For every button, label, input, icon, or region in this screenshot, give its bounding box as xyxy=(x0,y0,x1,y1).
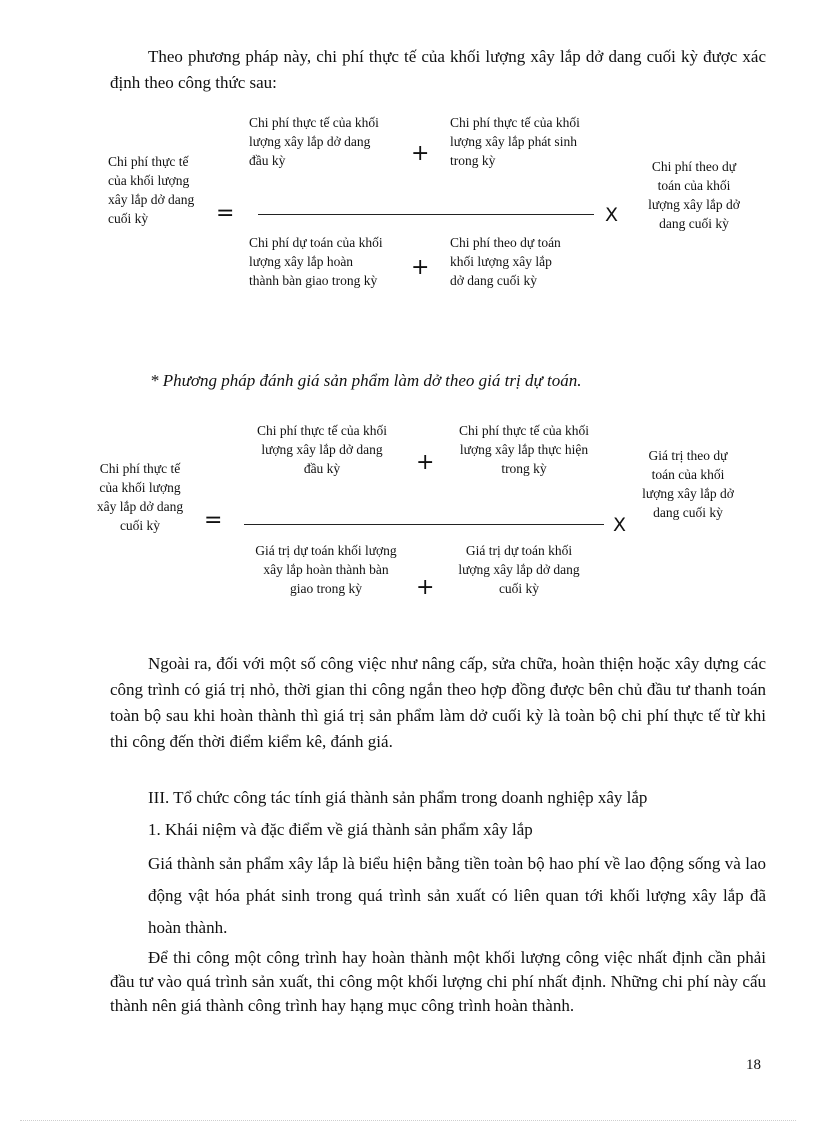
formula-2-times: X xyxy=(613,514,627,536)
formula-1-denominator-a: Chi phí dự toán của khối lượng xây lắp hoàn thành bàn giao trong kỳ xyxy=(249,235,383,288)
formula-2-denominator-a: Giá trị dự toán khối lượng xây lắp hoàn thành bàn giao trong kỳ xyxy=(255,543,397,596)
intro-paragraph: Theo phương pháp này, chi phí thực tế của khối lượng xây lắp dở dang cuối kỳ được xác định theo công thức sau: xyxy=(110,47,766,92)
formula-1-numerator-b: Chi phí thực tế của khối lượng xây lắp phát sinh trong kỳ xyxy=(450,115,580,168)
formula-2-denominator-b: Giá trị dự toán khối lượng xây lắp dở dang cuối kỳ xyxy=(458,543,580,596)
formula-2-numerator-b: Chi phí thực tế của khối lượng xây lắp thực hiện trong kỳ xyxy=(459,423,589,476)
formula-2-fraction-bar xyxy=(244,524,604,525)
method-heading: * Phương pháp đánh giá sản phẩm làm dở theo giá trị dự toán. xyxy=(150,371,582,390)
last-paragraph: Để thi công một công trình hay hoàn thành một khối lượng công việc nhất định cần phải đầu tư vào quá trình sản xuất, thi công một khối lượng chi phí nhất định. Những chi phí này cấu thành nên giá thành công trình hay hạng mục công trình hoàn thành. xyxy=(110,948,766,1015)
section-heading: III. Tổ chức công tác tính giá thành sản phẩm trong doanh nghiệp xây lắp xyxy=(148,788,648,807)
page-number: 18 xyxy=(746,1057,761,1073)
formula-1-numerator-a: Chi phí thực tế của khối lượng xây lắp dở dang đầu kỳ xyxy=(249,115,379,168)
besides-paragraph: Ngoài ra, đối với một số công việc như nâng cấp, sửa chữa, hoàn thiện hoặc xây dựng các công trình có giá trị nhỏ, thời gian thi công ngắn theo hợp đồng được bên chủ đầu tư thanh toán toàn bộ sau khi hoàn thành thì giá trị sản phẩm làm dở cuối kỳ là toàn bộ chi phí thực tế từ khi thi công đến thời điểm kiểm kê, đánh giá. xyxy=(110,654,766,751)
formula-1-fraction-bar xyxy=(258,214,594,215)
formula-1-rhs: Chi phí theo dự toán của khối lượng xây lắp dở dang cuối kỳ xyxy=(648,159,740,231)
subsection-heading: 1. Khái niệm và đặc điểm về giá thành sản phẩm xây lắp xyxy=(148,820,533,839)
definition-paragraph: Giá thành sản phẩm xây lắp là biểu hiện bằng tiền toàn bộ hao phí về lao động sống và lao động vật hóa phát sinh trong quá trình sản xuất có liên quan tới khối lượng xây lắp đã hoàn thành. xyxy=(148,854,766,937)
formula-1-times: X xyxy=(605,204,619,226)
formula-2-lhs: Chi phí thực tế của khối lượng xây lắp dở dang cuối kỳ xyxy=(96,461,184,533)
formula-1-equals: = xyxy=(216,201,235,226)
formula-2-denominator-plus: + xyxy=(416,575,435,600)
formula-1-numerator-plus: + xyxy=(411,141,430,166)
formula-2-numerator-a: Chi phí thực tế của khối lượng xây lắp dở dang đầu kỳ xyxy=(257,423,387,476)
page-bottom-divider xyxy=(20,1120,796,1121)
formula-1-lhs: Chi phí thực tế của khối lượng xây lắp dở dang cuối kỳ xyxy=(108,154,195,226)
formula-2-equals: = xyxy=(204,508,223,533)
formula-1-denominator-b: Chi phí theo dự toán khối lượng xây lắp dở dang cuối kỳ xyxy=(450,235,561,288)
formula-2-rhs: Giá trị theo dự toán của khối lượng xây lắp dở dang cuối kỳ xyxy=(642,448,734,520)
formula-2-numerator-plus: + xyxy=(416,450,435,475)
formula-1-denominator-plus: + xyxy=(411,255,430,280)
